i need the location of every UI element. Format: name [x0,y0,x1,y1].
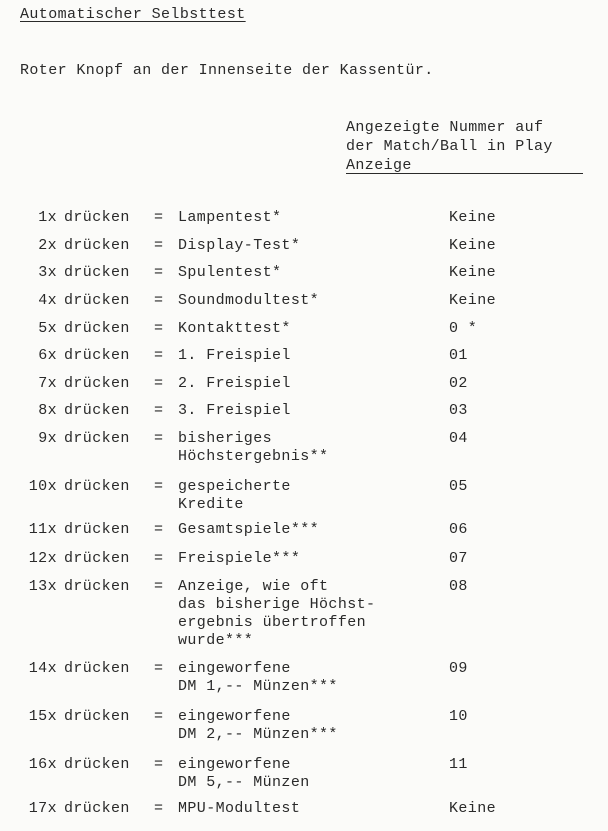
test-description: Lampentest* [178,209,282,226]
test-description: Soundmodultest* [178,292,320,309]
press-verb: drücken [64,660,130,677]
press-count: 8x [38,402,57,419]
equals-sign: = [154,430,164,447]
equals-sign: = [154,756,164,773]
equals-sign: = [154,800,164,817]
test-description: Kontakttest* [178,320,291,337]
test-description: Spulentest* [178,264,282,281]
equals-sign: = [154,578,164,595]
equals-sign: = [154,264,164,281]
column-header-line-1: Angezeigte Nummer auf [346,119,544,136]
display-code: 02 [449,375,468,392]
display-code: 10 [449,708,468,725]
press-verb: drücken [64,800,130,817]
press-count: 2x [38,237,57,254]
equals-sign: = [154,209,164,226]
display-code: Keine [449,800,497,817]
press-verb: drücken [64,550,130,567]
test-description: Anzeige, wie oft das bisherige Höchst- ergebnis übertroffen wurde*** [178,578,376,649]
display-code: 06 [449,521,468,538]
press-verb: drücken [64,347,130,364]
press-verb: drücken [64,708,130,725]
test-description: Display-Test* [178,237,301,254]
press-count: 1x [38,209,57,226]
press-count: 13x [28,578,57,595]
press-count: 12x [28,550,57,567]
press-verb: drücken [64,375,130,392]
display-code: Keine [449,264,497,281]
equals-sign: = [154,550,164,567]
press-verb: drücken [64,578,130,595]
document-title: Automatischer Selbsttest [20,6,246,23]
test-description: gespeicherte Kredite [178,478,291,513]
press-count: 6x [38,347,57,364]
display-code: 05 [449,478,468,495]
press-count: 17x [28,800,57,817]
press-verb: drücken [64,209,130,226]
press-verb: drücken [64,264,130,281]
display-code: 04 [449,430,468,447]
column-header-line-2: der Match/Ball in Play [346,138,553,155]
display-code: 03 [449,402,468,419]
press-verb: drücken [64,237,130,254]
press-count: 14x [28,660,57,677]
press-count: 7x [38,375,57,392]
display-code: 0 * [449,320,478,337]
equals-sign: = [154,478,164,495]
press-count: 10x [28,478,57,495]
test-description: Gesamtspiele*** [178,521,320,538]
equals-sign: = [154,320,164,337]
equals-sign: = [154,521,164,538]
test-description: 1. Freispiel [178,347,291,364]
press-verb: drücken [64,478,130,495]
equals-sign: = [154,402,164,419]
display-code: Keine [449,237,497,254]
test-description: 3. Freispiel [178,402,291,419]
test-description: eingeworfene DM 1,-- Münzen*** [178,660,338,695]
column-header-line-3: Anzeige [346,157,412,174]
column-header-rule [346,173,583,174]
press-count: 16x [28,756,57,773]
display-code: 01 [449,347,468,364]
display-code: Keine [449,292,497,309]
press-count: 11x [28,521,57,538]
press-verb: drücken [64,521,130,538]
press-count: 4x [38,292,57,309]
equals-sign: = [154,292,164,309]
press-verb: drücken [64,292,130,309]
press-verb: drücken [64,430,130,447]
press-verb: drücken [64,756,130,773]
press-count: 5x [38,320,57,337]
test-description: bisheriges Höchstergebnis** [178,430,329,465]
document-subtitle: Roter Knopf an der Innenseite der Kassentür. [20,62,434,79]
equals-sign: = [154,708,164,725]
display-code: 07 [449,550,468,567]
test-description: MPU-Modultest [178,800,301,817]
equals-sign: = [154,347,164,364]
press-verb: drücken [64,320,130,337]
test-description: 2. Freispiel [178,375,291,392]
equals-sign: = [154,660,164,677]
display-code: 09 [449,660,468,677]
press-count: 9x [38,430,57,447]
test-description: eingeworfene DM 2,-- Münzen*** [178,708,338,743]
equals-sign: = [154,237,164,254]
display-code: 11 [449,756,468,773]
press-count: 3x [38,264,57,281]
equals-sign: = [154,375,164,392]
test-description: eingeworfene DM 5,-- Münzen [178,756,310,791]
display-code: 08 [449,578,468,595]
press-verb: drücken [64,402,130,419]
display-code: Keine [449,209,497,226]
test-description: Freispiele*** [178,550,301,567]
press-count: 15x [28,708,57,725]
column-header [346,118,553,175]
